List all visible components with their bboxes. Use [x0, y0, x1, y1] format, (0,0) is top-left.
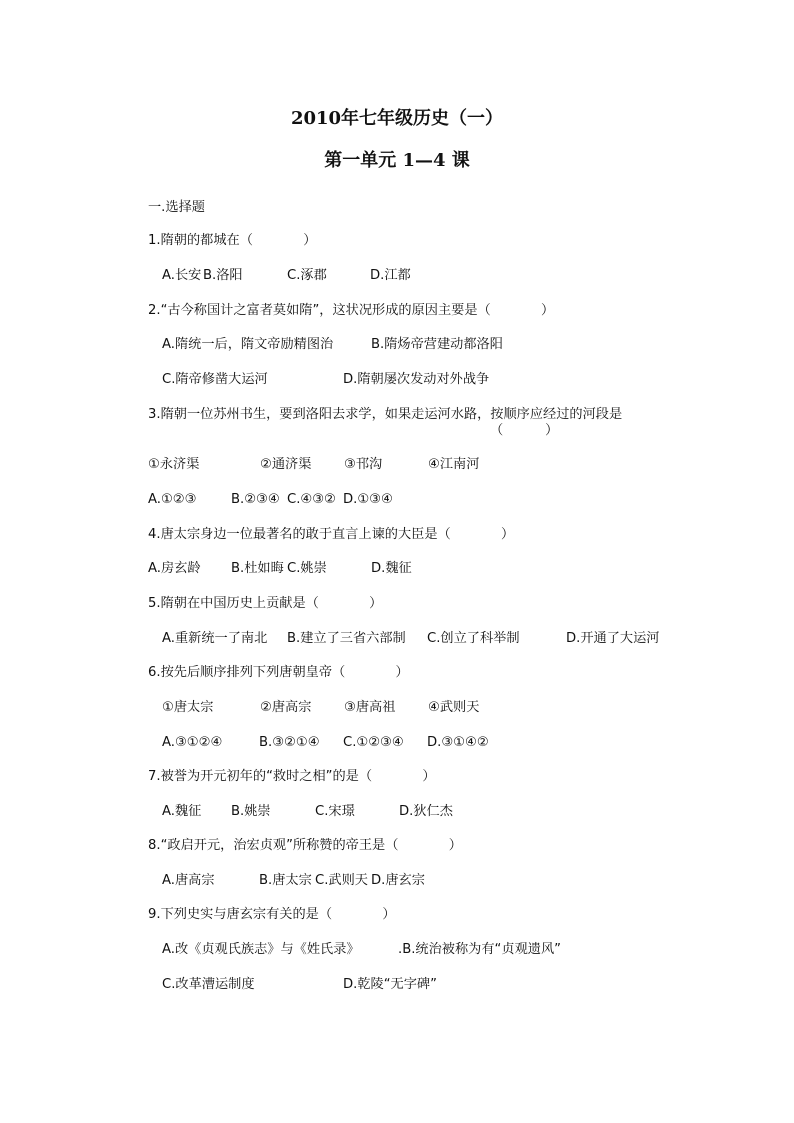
question-6-item-2: ②唐高宗	[260, 700, 312, 715]
question-6-item-4: ④武则天	[428, 700, 480, 715]
page-subtitle: 第一单元 1—4 课	[324, 150, 470, 171]
question-6-option-a: A.③①②④	[162, 735, 223, 750]
question-1-option-c: C.涿郡	[287, 268, 327, 283]
question-9-option-c: C.改革漕运制度	[162, 977, 255, 992]
question-3-item-3: ③邗沟	[344, 457, 383, 472]
question-9-stem: 9.下列史实与唐玄宗有关的是（ ）	[148, 907, 396, 922]
question-3-option-b: B.②③④	[231, 492, 280, 507]
question-4-option-c: C.姚崇	[287, 561, 327, 576]
question-1-stem: 1.隋朝的都城在（ ）	[148, 233, 317, 248]
question-9-option-b: .B.统治被称为有“贞观遗风”	[398, 942, 561, 957]
question-9-option-a: A.改《贞观氏族志》与《姓氏录》	[162, 942, 360, 957]
question-6-option-b: B.③②①④	[259, 735, 320, 750]
question-3-stem: 3.隋朝一位苏州书生，要到洛阳去求学，如果走运河水路，按顺序应经过的河段是	[148, 407, 623, 422]
question-2-stem: 2.“古今称国计之富者莫如隋”，这状况形成的原因主要是（ ）	[148, 303, 555, 318]
question-5-stem: 5.隋朝在中国历史上贡献是（ ）	[148, 596, 383, 611]
question-5-option-d: D.开通了大运河	[566, 631, 660, 646]
question-3-option-a: A.①②③	[148, 492, 197, 507]
question-7-option-c: C.宋璟	[315, 804, 355, 819]
question-4-option-a: A.房玄龄	[148, 561, 201, 576]
question-1-option-d: D.江都	[370, 268, 411, 283]
page-title: 2010年七年级历史（一）	[290, 108, 504, 129]
question-4-option-b: B.杜如晦	[231, 561, 284, 576]
question-5-option-c: C.创立了科举制	[427, 631, 520, 646]
section-heading: 一.选择题	[148, 200, 205, 215]
question-6-item-3: ③唐高祖	[344, 700, 396, 715]
question-5-option-a: A.重新统一了南北	[162, 631, 268, 646]
question-2-option-d: D.隋朝屡次发动对外战争	[343, 372, 490, 387]
question-3-answer-blank: （ ）	[490, 423, 559, 438]
question-6-item-1: ①唐太宗	[162, 700, 214, 715]
question-5-option-b: B.建立了三省六部制	[287, 631, 406, 646]
question-6-option-d: D.③①④②	[427, 735, 489, 750]
question-9-option-d: D.乾陵“无字碑”	[343, 977, 437, 992]
question-4-stem: 4.唐太宗身边一位最著名的敢于直言上谏的大臣是（ ）	[148, 527, 515, 542]
question-6-option-c: C.①②③④	[343, 735, 404, 750]
question-3-option-d: D.①③④	[343, 492, 393, 507]
question-7-option-d: D.狄仁杰	[399, 804, 453, 819]
question-8-option-b: B.唐太宗	[259, 873, 312, 888]
question-1-option-b: B.洛阳	[203, 268, 243, 283]
question-7-stem: 7.被誉为开元初年的“救时之相”的是（ ）	[148, 769, 436, 784]
question-3-item-2: ②通济渠	[260, 457, 312, 472]
question-2-option-a: A.隋统一后，隋文帝励精图治	[162, 337, 334, 352]
question-2-option-b: B.隋炀帝营建动都洛阳	[371, 337, 503, 352]
question-8-option-a: A.唐高宗	[162, 873, 215, 888]
question-3-item-4: ④江南河	[428, 457, 480, 472]
question-3-item-1: ①永济渠	[148, 457, 200, 472]
question-6-stem: 6.按先后顺序排列下列唐朝皇帝（ ）	[148, 665, 409, 680]
question-4-option-d: D.魏征	[371, 561, 412, 576]
question-7-option-a: A.魏征	[162, 804, 202, 819]
question-8-option-d: D.唐玄宗	[371, 873, 425, 888]
question-8-stem: 8.“政启开元，治宏贞观”所称赞的帝王是（ ）	[148, 838, 462, 853]
question-1-option-a: A.长安	[162, 268, 202, 283]
question-7-option-b: B.姚崇	[231, 804, 271, 819]
question-3-option-c: C.④③②	[287, 492, 336, 507]
question-2-option-c: C.隋帝修凿大运河	[162, 372, 268, 387]
question-8-option-c: C.武则天	[315, 873, 368, 888]
